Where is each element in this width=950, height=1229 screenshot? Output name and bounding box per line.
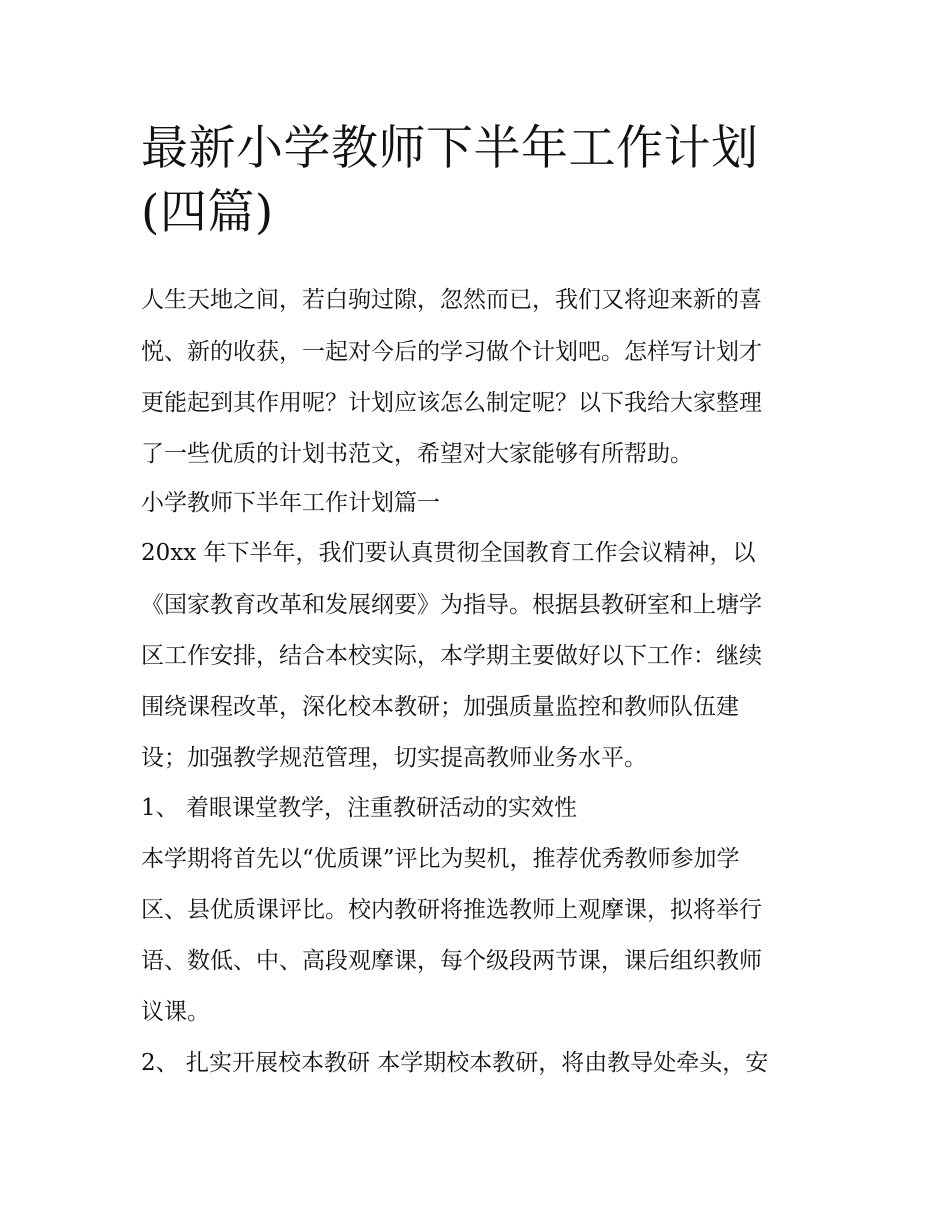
paragraph-line: 20xx 年下半年，我们要认真贯彻全国教育工作会议精神，以 (141, 540, 756, 566)
document-title (141, 117, 813, 245)
paragraph-line: 区工作安排，结合本校实际，本学期主要做好以下工作：继续 (141, 643, 762, 669)
title-line-1: 最新小学教师下半年工作计划 (141, 121, 759, 176)
paragraph-line: 区、县优质课评比。校内教研将推选教师上观摩课，拟将举行 (141, 897, 762, 923)
numbered-heading: 2、 扎实开展校本教研 本学期校本教研，将由教导处牵头，安 (141, 1050, 769, 1076)
paragraph-line: 悦、新的收获，一起对今后的学习做个计划吧。怎样写计划才 (141, 339, 762, 365)
paragraph-line: 更能起到其作用呢？计划应该怎么制定呢？以下我给大家整理 (141, 390, 762, 416)
section-heading: 小学教师下半年工作计划篇一 (141, 490, 440, 516)
title-line-2: (四篇) (141, 185, 274, 240)
paragraph-line: 《国家教育改革和发展纲要》为指导。根据县教研室和上塘学 (141, 592, 762, 618)
paragraph-line: 了一些优质的计划书范文，希望对大家能够有所帮助。 (141, 441, 693, 467)
paragraph-line: 本学期将首先以“优质课”评比为契机，推荐优秀教师参加学 (141, 846, 740, 872)
paragraph-line: 设；加强教学规范管理，切实提高教师业务水平。 (141, 745, 647, 771)
paragraph-line: 议课。 (141, 999, 210, 1025)
paragraph-line: 语、数低、中、高段观摩课，每个级段两节课，课后组织教师 (141, 948, 762, 974)
paragraph-line: 人生天地之间，若白驹过隙，忽然而已，我们又将迎来新的喜 (141, 287, 762, 313)
numbered-heading: 1、 着眼课堂教学，注重教研活动的实效性 (141, 795, 577, 821)
paragraph-line: 围绕课程改革，深化校本教研；加强质量监控和教师队伍建 (141, 694, 739, 720)
